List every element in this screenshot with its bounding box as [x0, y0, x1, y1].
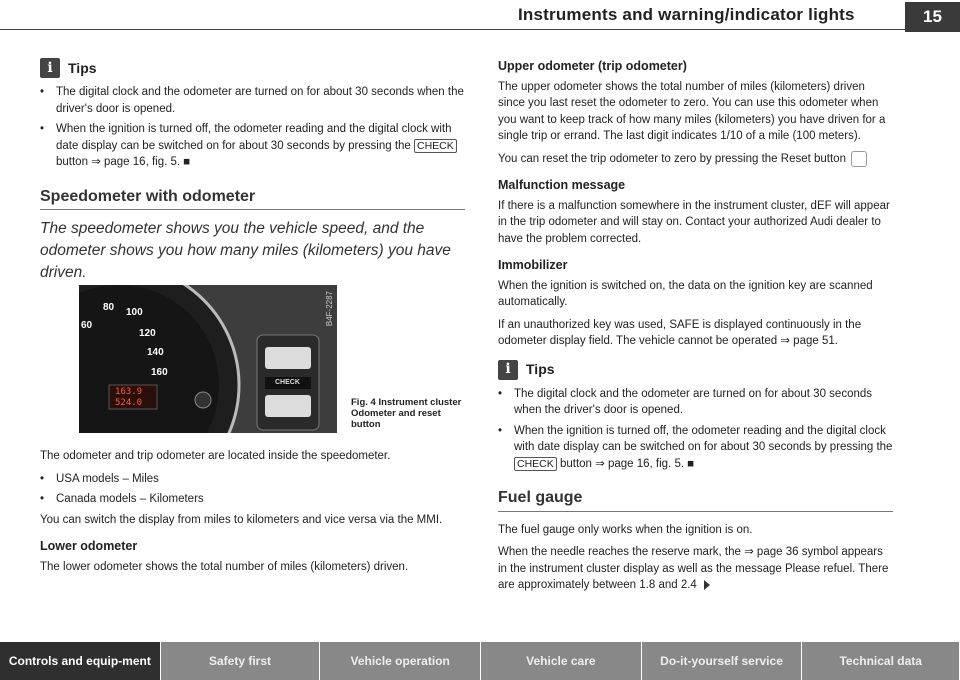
- info-icon: i: [40, 58, 60, 78]
- check-button-label: CHECK: [275, 379, 300, 386]
- instrument-cluster-figure: [79, 285, 337, 433]
- speed-label: 80: [103, 302, 115, 313]
- paragraph: You can reset the trip odometer to zero by pressing the Reset button: [498, 151, 893, 168]
- info-icon: i: [498, 360, 518, 380]
- paragraph: If there is a malfunction somewhere in the instrument cluster, dEF will appear in the trip odometer and will stay on. Contact your authorized Audi dealer to have the problem corrected.: [498, 199, 890, 245]
- paragraph: If an unauthorized key was used, SAFE is displayed continuously in the odometer display field. The vehicle cannot be operated ⇒ page 51.: [498, 318, 862, 348]
- left-column-lower: [40, 448, 465, 581]
- paragraph: The fuel gauge only works when the ignition is on.: [498, 523, 753, 536]
- figure-caption: Fig. 4 Instrument cluster Odometer and reset button: [351, 397, 462, 430]
- subheading-lower-odometer: Lower odometer: [40, 539, 138, 553]
- section-title-speedometer: Speedometer with odometer: [40, 189, 465, 211]
- speed-label: 100: [126, 307, 143, 318]
- tips-bullet-text: The digital clock and the odometer are turned on for about 30 seconds when the driver's door is opened.: [514, 387, 873, 417]
- paragraph: When the ignition is switched on, the data on the ignition key are scanned automatically.: [498, 279, 873, 309]
- tips-bullet-text: The digital clock and the odometer are turned on for about 30 seconds when the driver's door is opened.: [56, 86, 464, 115]
- section-title-fuel-gauge: Fuel gauge: [498, 490, 893, 512]
- footer-tab-vehicle-care[interactable]: Vehicle care: [481, 642, 642, 680]
- check-key: CHECK: [514, 457, 557, 471]
- right-column: [498, 58, 893, 600]
- tips-bullet: • The digital clock and the odometer are turned on for about 30 seconds when the driver's door is opened.: [40, 84, 465, 117]
- subheading-malfunction: Malfunction message: [498, 178, 626, 193]
- footer-tab-vehicle-operation[interactable]: Vehicle operation: [320, 642, 481, 680]
- tips-bullet: • When the ignition is turned off, the odometer reading and the digital clock with date display can be switched on for about 30 seconds by pressing the CHECK button ⇒ page 16, fig. 5. ■: [498, 424, 893, 470]
- page-reference: button ⇒ page 16, fig. 5. ■: [559, 457, 695, 470]
- subheading-upper-odometer: Upper odometer (trip odometer): [498, 59, 687, 73]
- footer-tab-controls[interactable]: Controls and equip-ment: [0, 642, 161, 680]
- tips-title: Tips: [68, 59, 97, 76]
- section-lead: The speedometer shows you the vehicle speed, and the odometer shows you how many miles (kilometers) you have driven.: [40, 220, 451, 281]
- tips-bullet-text: When the ignition is turned off, the odometer reading and the digital clock with date display can be switched on for about 30 seconds by pressing the: [514, 424, 893, 454]
- continue-arrow-icon: [704, 580, 710, 590]
- reset-button-icon: [851, 151, 867, 167]
- paragraph: You can switch the display from miles to kilometers and vice versa via the MMI.: [40, 513, 443, 526]
- paragraph: The odometer and trip odometer are located inside the speedometer.: [40, 450, 391, 462]
- tips-bullet: • The digital clock and the odometer are turned on for about 30 seconds when the driver's door is opened.: [498, 386, 893, 419]
- list-item: • USA models – Miles: [40, 472, 159, 485]
- footer-tab-diy-service[interactable]: Do-it-yourself service: [642, 642, 803, 680]
- paragraph: The lower odometer shows the total number of miles (kilometers) driven.: [40, 560, 409, 573]
- page-number: 15: [905, 2, 960, 32]
- check-key: CHECK: [414, 139, 457, 153]
- odometer-display: 524.0: [115, 398, 143, 408]
- speedometer-illustration: [79, 285, 337, 433]
- page-reference: button ⇒ page 16, fig. 5. ■: [56, 156, 191, 168]
- tips-heading: [40, 58, 465, 78]
- speed-label: 60: [81, 320, 93, 331]
- trip-odometer-display: 163.9: [115, 387, 143, 397]
- tips-bullet-text: When the ignition is turned off, the odometer reading and the digital clock with date display can be switched on for about 30 seconds by pressing the: [56, 123, 452, 152]
- footer-nav: [0, 642, 960, 680]
- footer-tab-technical-data[interactable]: Technical data: [802, 642, 960, 680]
- list-item: • Canada models – Kilometers: [40, 493, 204, 505]
- left-column: [40, 58, 465, 284]
- page-header-title: Instruments and warning/indicator lights: [518, 5, 855, 24]
- subheading-immobilizer: Immobilizer: [498, 258, 568, 273]
- header-divider: [0, 29, 905, 30]
- tips-bullet: • When the ignition is turned off, the odometer reading and the digital clock with date display can be switched on for about 30 seconds by pressing the CHECK button ⇒ page 16, fig. 5. ■: [40, 121, 465, 171]
- speed-label: 160: [151, 367, 168, 378]
- tips-title: Tips: [526, 361, 555, 378]
- figure-code: B4F-2287: [325, 291, 334, 327]
- tips-heading: [498, 360, 893, 380]
- paragraph: When the needle reaches the reserve mark, the ⇒ page 36 symbol appears in the instrument cluster display as well as the message Please refuel. There are approximately between 1.8 and 2.4: [498, 546, 889, 592]
- speed-label: 140: [147, 347, 164, 358]
- footer-tab-safety[interactable]: Safety first: [161, 642, 321, 680]
- paragraph: The upper odometer shows the total number of miles (kilometers) driven since you last reset the odometer to zero. You can use this odometer when you want to keep track of how many miles (kilometers) you have driven for a single trip or errand. The last digit indicates 1/10 of a mile (100 meters).: [498, 80, 886, 142]
- speed-label: 120: [139, 328, 156, 339]
